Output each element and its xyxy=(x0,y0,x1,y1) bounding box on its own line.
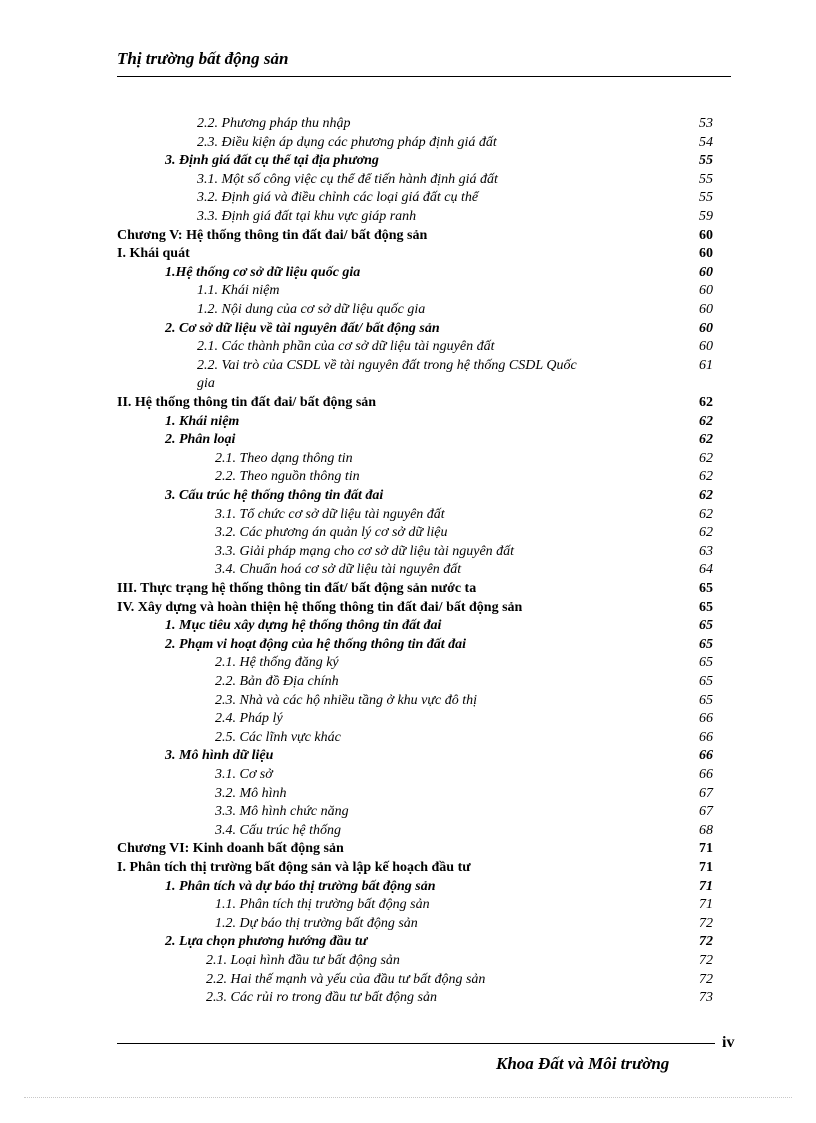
toc-entry-title: 2.2. Theo nguồn thông tin xyxy=(215,469,360,485)
toc-entry-page: 71 xyxy=(699,878,713,894)
toc-entry xyxy=(0,543,816,561)
toc-entry-page: 62 xyxy=(699,413,713,429)
toc-entry xyxy=(0,952,816,970)
toc-entry-page: 62 xyxy=(699,488,713,503)
toc-entry-page: 60 xyxy=(699,264,713,280)
toc-entry-title: III. Thực trạng hệ thống thông tin đất/ bất động sản nước ta xyxy=(117,581,477,596)
toc-entry xyxy=(0,692,816,710)
toc-entry-title: 3.3. Mô hình chức năng xyxy=(215,804,349,820)
toc-entry-title: Chương V: Hệ thống thông tin đất đai/ bất động sản xyxy=(117,227,428,243)
toc-entry xyxy=(0,338,816,356)
toc-entry-title: 3. Cấu trúc hệ thống thông tin đất đai xyxy=(165,488,384,503)
toc-entry-title: 2. Lựa chọn phương hướng đầu tư xyxy=(165,934,368,950)
toc-entry xyxy=(0,710,816,728)
toc-entry-page: 55 xyxy=(699,171,713,187)
toc-entry-title: 3.4. Chuẩn hoá cơ sở dữ liệu tài nguyên đất xyxy=(215,562,462,578)
toc-entry-page: 60 xyxy=(699,320,713,336)
footer-page-number: iv xyxy=(722,1034,735,1051)
toc-entry-title: 1. Phân tích và dự báo thị trường bất động sản xyxy=(165,878,436,894)
footer-rule xyxy=(117,1043,715,1044)
toc-entry xyxy=(0,320,816,338)
toc-entry-page: 62 xyxy=(699,525,713,541)
toc-entry xyxy=(0,636,816,654)
toc-entry-page: 68 xyxy=(699,822,713,838)
toc-entry-title: 3.4. Cấu trúc hệ thống xyxy=(215,822,341,838)
toc-entry-page: 65 xyxy=(699,599,713,615)
toc-entry xyxy=(0,394,816,412)
toc-entry-title: 2.3. Điều kiện áp dụng các phương pháp định giá đất xyxy=(197,134,497,150)
toc-entry-title: 1. Mục tiêu xây dựng hệ thống thông tin đất đai xyxy=(165,618,442,634)
toc-entry-page: 64 xyxy=(699,562,713,578)
toc-entry-page: 66 xyxy=(699,767,713,782)
toc-entry-title: II. Hệ thống thông tin đất đai/ bất động sản xyxy=(117,395,377,410)
toc-entry xyxy=(0,654,816,672)
toc-entry xyxy=(0,599,816,617)
toc-entry-page: 67 xyxy=(699,804,713,820)
toc-entry xyxy=(0,989,816,1007)
toc-entry-page: 63 xyxy=(699,543,713,559)
toc-entry-title: I. Khái quát xyxy=(117,246,190,262)
toc-entry xyxy=(0,431,816,449)
toc-entry xyxy=(0,747,816,765)
toc-entry xyxy=(0,152,816,170)
toc-entry xyxy=(0,468,816,486)
toc-entry-title: 1. Khái niệm xyxy=(165,413,240,429)
toc-entry-title: Chương VI: Kinh doanh bất động sản xyxy=(117,841,344,857)
toc-entry-title: 3.1. Cơ sở xyxy=(215,767,273,782)
toc-entry-page: 72 xyxy=(699,934,713,950)
toc-entry-title: 1.1. Phân tích thị trường bất động sản xyxy=(215,897,430,913)
toc-entry-title: 3.3. Định giá đất tại khu vực giáp ranh xyxy=(197,209,417,224)
toc-entry-page: 60 xyxy=(699,339,713,355)
toc-entry-title: 1.2. Dự báo thị trường bất động sản xyxy=(215,915,418,931)
toc-entry-page: 66 xyxy=(699,729,713,745)
toc-entry xyxy=(0,785,816,803)
toc-entry xyxy=(0,227,816,245)
toc-entry xyxy=(0,915,816,933)
toc-entry xyxy=(0,822,816,840)
toc-entry-title: 2.1. Các thành phần của cơ sở dữ liệu tài nguyên đất xyxy=(197,339,495,355)
running-header-title: Thị trường bất động sản xyxy=(117,49,289,68)
toc-entry-title: 2. Phạm vi hoạt động của hệ thống thông tin đất đai xyxy=(165,636,467,652)
toc-entry-title: 1.Hệ thống cơ sở dữ liệu quốc gia xyxy=(165,264,361,280)
toc-entry-page: 71 xyxy=(699,841,713,857)
toc-entry-title: 2.2. Hai thế mạnh và yếu của đầu tư bất động sản xyxy=(206,971,486,987)
toc-entry-page: 72 xyxy=(699,915,713,931)
toc-entry-title: 2.2. Phương pháp thu nhập xyxy=(197,116,351,131)
toc-entry-page: 61 xyxy=(699,357,713,373)
toc-entry-page: 72 xyxy=(699,971,713,987)
toc-entry xyxy=(0,208,816,226)
toc-entry xyxy=(0,896,816,914)
toc-entry-page: 65 xyxy=(699,581,713,596)
toc-entry-page: 62 xyxy=(699,450,713,466)
toc-entry xyxy=(0,171,816,189)
toc-entry-page: 66 xyxy=(699,711,713,727)
toc-entry-title: 2. Phân loại xyxy=(165,432,236,448)
toc-entry-title: 3. Mô hình dữ liệu xyxy=(165,748,274,764)
toc-entry-title: 2.3. Các rủi ro trong đầu tư bất động sản xyxy=(206,990,437,1006)
toc-entry xyxy=(0,617,816,635)
toc-entry xyxy=(0,189,816,207)
toc-entry-title: 1.1. Khái niệm xyxy=(197,283,280,299)
toc-entry-page: 60 xyxy=(699,227,713,243)
page-edge-divider xyxy=(24,1097,792,1098)
toc-entry-title: 2. Cơ sở dữ liệu về tài nguyên đất/ bất động sản xyxy=(165,320,440,336)
toc-entry-page: 65 xyxy=(699,655,713,671)
toc-entry-title: 3.2. Định giá và điều chỉnh các loại giá đất cụ thể xyxy=(197,190,479,206)
toc-entry-page: 65 xyxy=(699,636,713,652)
toc-entry xyxy=(0,971,816,989)
toc-entry xyxy=(0,506,816,524)
toc-entry-title: 3.2. Các phương án quản lý cơ sở dữ liệu xyxy=(215,525,448,541)
toc-entry xyxy=(0,803,816,821)
toc-entry xyxy=(0,450,816,468)
toc-entry-title: 2.1. Theo dạng thông tin xyxy=(215,450,353,466)
toc-entry-page: 72 xyxy=(699,953,713,968)
toc-entry-title: 2.1. Loại hình đầu tư bất động sản xyxy=(206,953,400,968)
toc-entry xyxy=(0,878,816,896)
toc-entry-title: 2.4. Pháp lý xyxy=(215,711,283,727)
toc-entry-page: 62 xyxy=(699,469,713,485)
toc-entry-page: 71 xyxy=(699,897,713,913)
toc-entry xyxy=(0,933,816,951)
toc-entry xyxy=(0,301,816,319)
toc-entry-title: 2.3. Nhà và các hộ nhiều tầng ở khu vực đô thị xyxy=(215,692,478,708)
toc-entry-title: 3.1. Một số công việc cụ thể để tiến hành định giá đất xyxy=(197,171,498,187)
toc-entry-page: 60 xyxy=(699,283,713,299)
toc-entry xyxy=(0,487,816,505)
toc-entry xyxy=(0,580,816,598)
toc-entry xyxy=(0,282,816,300)
footer-department: Khoa Đất và Môi trường xyxy=(496,1054,670,1073)
toc-entry xyxy=(0,357,816,375)
toc-entry xyxy=(0,561,816,579)
toc-entry-title: 1.2. Nội dung của cơ sở dữ liệu quốc gia xyxy=(197,302,426,317)
toc-entry-page: 71 xyxy=(699,860,713,875)
toc-entry-title: 3. Định giá đất cụ thể tại địa phương xyxy=(165,153,379,169)
toc-entry xyxy=(0,264,816,282)
toc-entry xyxy=(0,375,816,393)
toc-entry-page: 65 xyxy=(699,618,713,634)
toc-entry xyxy=(0,840,816,858)
toc-entry xyxy=(0,134,816,152)
toc-entry-title: 2.2. Vai trò của CSDL về tài nguyên đất trong hệ thống CSDL Quốc xyxy=(197,357,577,373)
toc-entry xyxy=(0,859,816,877)
toc-entry-page: 55 xyxy=(699,190,713,206)
toc-entry-page: 66 xyxy=(699,748,713,764)
toc-entry-title: I. Phân tích thị trường bất động sản và lập kế hoạch đầu tư xyxy=(117,860,471,875)
toc-entry-title: gia xyxy=(197,376,215,392)
toc-entry-page: 73 xyxy=(699,990,713,1006)
toc-entry-page: 60 xyxy=(699,246,713,262)
toc-entry-page: 65 xyxy=(699,674,713,689)
toc-entry-page: 65 xyxy=(699,692,713,708)
toc-entry xyxy=(0,524,816,542)
toc-entry-title: 3.2. Mô hình xyxy=(215,785,287,801)
toc-entry-page: 62 xyxy=(699,506,713,522)
toc-entry xyxy=(0,673,816,691)
toc-entry-title: 3.3. Giải pháp mạng cho cơ sở dữ liệu tài nguyên đất xyxy=(215,543,515,559)
toc-entry-title: 2.1. Hệ thống đăng ký xyxy=(215,655,339,671)
toc-entry-page: 62 xyxy=(699,395,713,410)
toc-entry xyxy=(0,245,816,263)
toc-entry-title: IV. Xây dựng và hoàn thiện hệ thống thông tin đất đai/ bất động sản xyxy=(117,599,523,615)
toc-entry xyxy=(0,766,816,784)
toc-entry-page: 54 xyxy=(699,134,713,150)
toc-entry xyxy=(0,729,816,747)
toc-entry-page: 67 xyxy=(699,785,713,801)
toc-entry xyxy=(0,115,816,133)
toc-entry-title: 2.5. Các lĩnh vực khác xyxy=(215,729,341,745)
toc-entry-title: 3.1. Tổ chức cơ sở dữ liệu tài nguyên đất xyxy=(215,506,445,522)
toc-entry-title: 2.2. Bản đồ Địa chính xyxy=(215,674,339,689)
toc-entry-page: 55 xyxy=(699,153,713,169)
toc-entry-page: 59 xyxy=(699,209,713,224)
toc-entry-page: 60 xyxy=(699,302,713,317)
toc-entry xyxy=(0,413,816,431)
toc-entry-page: 53 xyxy=(699,116,713,131)
toc-entry-page: 62 xyxy=(699,432,713,448)
